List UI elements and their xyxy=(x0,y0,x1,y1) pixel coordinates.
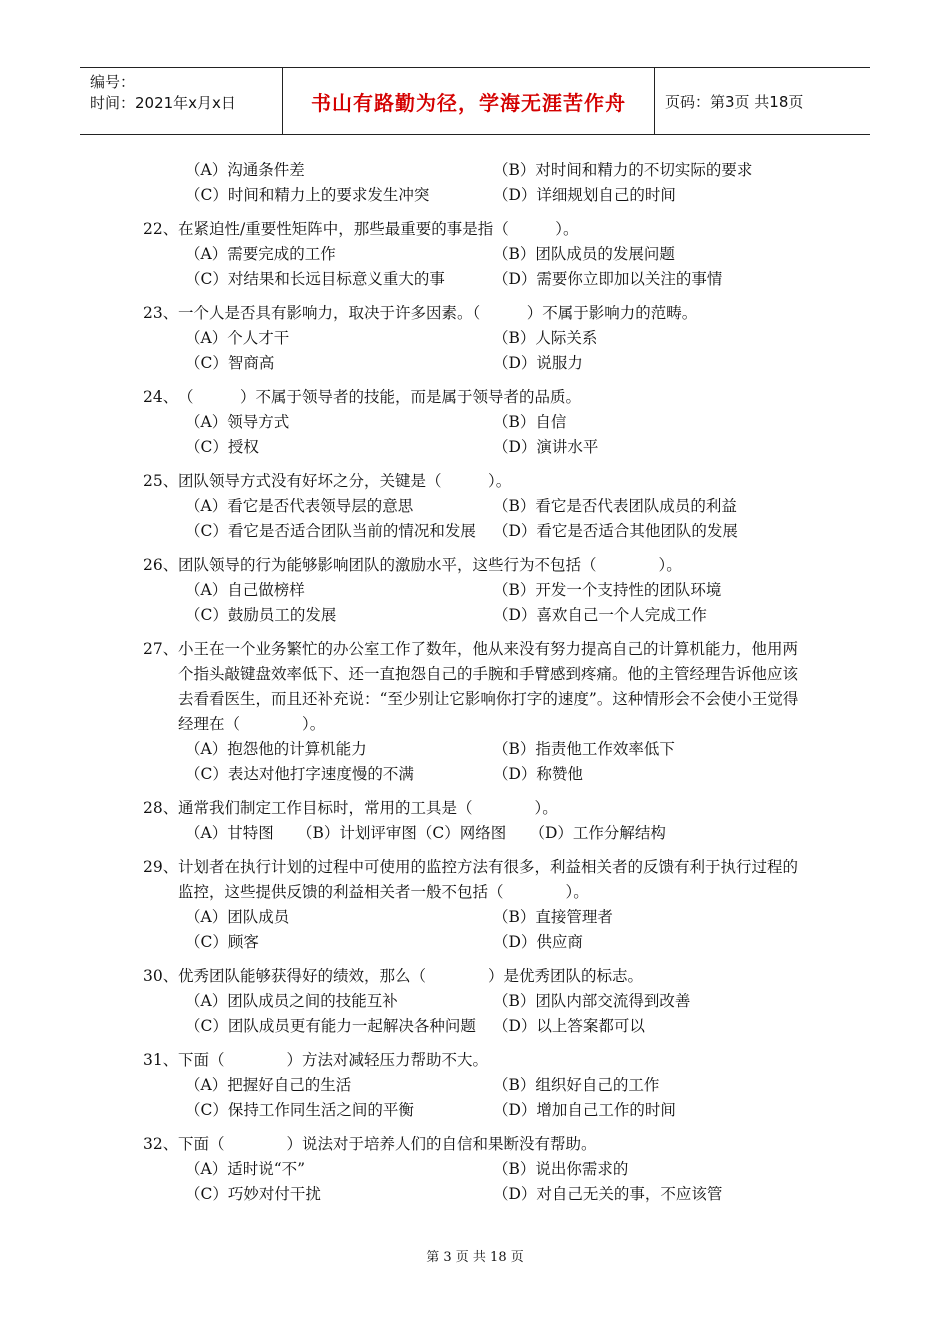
question xyxy=(0,637,950,787)
question-text: 下面（ ）方法对减轻压力帮助不大。 xyxy=(178,1051,489,1069)
option-c: （C）授权 xyxy=(185,438,259,456)
option-a: （A）沟通条件差 xyxy=(185,161,305,179)
question-gap xyxy=(0,1123,950,1132)
option-c: （C）巧妙对付干扰 xyxy=(185,1185,321,1203)
option-row xyxy=(0,1098,950,1123)
option-row xyxy=(0,1182,950,1207)
question-number: 26、 xyxy=(143,556,179,574)
question-stem xyxy=(0,964,808,989)
option-b: （B）人际关系 xyxy=(493,329,598,347)
question xyxy=(0,855,950,955)
lead-options xyxy=(0,158,950,208)
question-stem xyxy=(0,469,808,494)
header-info xyxy=(80,68,282,134)
option-b: （B）开发一个支持性的团队环境 xyxy=(493,581,722,599)
question-gap xyxy=(0,544,950,553)
question-number: 22、 xyxy=(143,220,179,238)
option-d: （D）称赞他 xyxy=(493,765,583,783)
question-number: 23、 xyxy=(143,304,179,322)
question-number: 24、 xyxy=(143,388,179,406)
question xyxy=(0,553,950,628)
header-page-cell xyxy=(655,68,870,134)
option-row xyxy=(0,1014,950,1039)
option-row xyxy=(0,603,950,628)
option-row xyxy=(0,351,950,376)
question-number: 31、 xyxy=(143,1051,179,1069)
question-stem xyxy=(0,1132,808,1157)
option-row xyxy=(0,762,950,787)
option-c: （C）看它是否适合团队当前的情况和发展 xyxy=(185,522,476,540)
question xyxy=(0,301,950,376)
page-footer: 第 3 页 共 18 页 xyxy=(426,1250,524,1265)
time-label: 时间：2021年x月x日 xyxy=(90,94,236,112)
question-stem xyxy=(0,217,808,242)
option-c: （C）智商高 xyxy=(185,354,275,372)
question-gap xyxy=(0,628,950,637)
option-b: （B）直接管理者 xyxy=(493,908,613,926)
code-label: 编号： xyxy=(90,73,136,91)
option-a: （A）抱怨他的计算机能力 xyxy=(185,740,367,758)
option-b: （B）说出你需求的 xyxy=(493,1160,629,1178)
option-d: （D）说服力 xyxy=(493,354,583,372)
option-row xyxy=(0,519,950,544)
option-row xyxy=(0,435,950,460)
option-d: （D）详细规划自己的时间 xyxy=(493,186,676,204)
option-d: （D）以上答案都可以 xyxy=(493,1017,645,1035)
option-b: （B）对时间和精力的不切实际的要求 xyxy=(493,161,753,179)
option-row xyxy=(0,267,950,292)
option-row xyxy=(0,1073,950,1098)
header-motto-cell xyxy=(282,68,655,134)
option-row xyxy=(0,1157,950,1182)
question-number: 27、 xyxy=(143,640,179,658)
question-number: 28、 xyxy=(143,799,179,817)
option-b: （B）自信 xyxy=(493,413,567,431)
option-line: （A）甘特图 （B）计划评审图（C）网络图 （D）工作分解结构 xyxy=(185,824,666,842)
question-text: 下面（ ）说法对于培养人们的自信和果断没有帮助。 xyxy=(178,1135,597,1153)
question-text: 团队领导的行为能够影响团队的激励水平，这些行为不包括（ ）。 xyxy=(178,556,682,574)
question-gap xyxy=(0,1039,950,1048)
question-text: 在紧迫性/重要性矩阵中，那些最重要的事是指（ ）。 xyxy=(178,220,579,238)
question-number: 29、 xyxy=(143,858,179,876)
option-d: （D）喜欢自己一个人完成工作 xyxy=(493,606,707,624)
question-number: 32、 xyxy=(143,1135,179,1153)
option-b: （B）组织好自己的工作 xyxy=(493,1076,660,1094)
question-stem xyxy=(0,796,808,821)
question-text: 优秀团队能够获得好的绩效，那么（ ）是优秀团队的标志。 xyxy=(178,967,644,985)
option-c: （C）表达对他打字速度慢的不满 xyxy=(185,765,414,783)
question-number: 30、 xyxy=(143,967,179,985)
question-text: 团队领导方式没有好坏之分，关键是（ ）。 xyxy=(178,472,512,490)
option-d: （D）需要你立即加以关注的事情 xyxy=(493,270,723,288)
option-row xyxy=(0,242,950,267)
option-b: （B）指责他工作效率低下 xyxy=(493,740,675,758)
question-text: 小王在一个业务繁忙的办公室工作了数年，他从来没有努力提高自己的计算机能力，他用两个指头敲键盘效率低下、还一直抱怨自己的手腕和手臂感到疼痛。他的主管经理告诉他应该去看看医生，而且还补充说：“至少别让它影响你打字的速度”。这种情形会不会使小王觉得经理在（ ）。 xyxy=(178,640,799,733)
option-d: （D）对自己无关的事，不应该管 xyxy=(493,1185,723,1203)
option-a: （A）领导方式 xyxy=(185,413,290,431)
option-d: （D）供应商 xyxy=(493,933,583,951)
option-a: （A）适时说“不” xyxy=(185,1160,306,1178)
option-b: （B）看它是否代表团队成员的利益 xyxy=(493,497,737,515)
question-gap xyxy=(0,376,950,385)
question-list xyxy=(0,158,950,1207)
question-text: 计划者在执行计划的过程中可使用的监控方法有很多，利益相关者的反馈有利于执行过程的监控，这些提供反馈的利益相关者一般不包括（ ）。 xyxy=(178,858,799,901)
question-gap xyxy=(0,955,950,964)
option-b: （B）团队成员的发展问题 xyxy=(493,245,675,263)
option-a: （A）看它是否代表领导层的意思 xyxy=(185,497,414,515)
option-c: （C）团队成员更有能力一起解决各种问题 xyxy=(185,1017,476,1035)
option-row xyxy=(0,158,950,183)
option-row xyxy=(0,905,950,930)
question-stem xyxy=(0,385,808,410)
option-c: （C）对结果和长远目标意义重大的事 xyxy=(185,270,445,288)
option-c: （C）鼓励员工的发展 xyxy=(185,606,337,624)
option-a: （A）团队成员 xyxy=(185,908,290,926)
question xyxy=(0,1048,950,1123)
option-row xyxy=(0,930,950,955)
option-a: （A）把握好自己的生活 xyxy=(185,1076,352,1094)
option-row xyxy=(0,494,950,519)
option-d: （D）看它是否适合其他团队的发展 xyxy=(493,522,738,540)
option-a: （A）个人才干 xyxy=(185,329,290,347)
option-d: （D）增加自己工作的时间 xyxy=(493,1101,676,1119)
question-stem xyxy=(0,553,808,578)
question xyxy=(0,385,950,460)
question-gap xyxy=(0,787,950,796)
question-text: 通常我们制定工作目标时，常用的工具是（ ）。 xyxy=(178,799,558,817)
question xyxy=(0,469,950,544)
question-stem xyxy=(0,1048,808,1073)
question-gap xyxy=(0,208,950,217)
question-stem xyxy=(0,637,808,737)
page-label: 页码：第3页 共18页 xyxy=(665,92,804,111)
question-gap xyxy=(0,846,950,855)
option-a: （A）团队成员之间的技能互补 xyxy=(185,992,398,1010)
motto: 书山有路勤为径，学海无涯苦作舟 xyxy=(311,90,626,115)
question xyxy=(0,217,950,292)
question-gap xyxy=(0,292,950,301)
question xyxy=(0,1132,950,1207)
question-gap xyxy=(0,460,950,469)
question-number: 25、 xyxy=(143,472,179,490)
option-row xyxy=(0,410,950,435)
option-row xyxy=(0,183,950,208)
option-row xyxy=(0,737,950,762)
option-a: （A）需要完成的工作 xyxy=(185,245,336,263)
question xyxy=(0,964,950,1039)
question-stem xyxy=(0,855,808,905)
question-text: 一个人是否具有影响力，取决于许多因素。（ ）不属于影响力的范畴。 xyxy=(178,304,698,322)
option-b: （B）团队内部交流得到改善 xyxy=(493,992,691,1010)
option-row xyxy=(0,326,950,351)
option-c: （C）顾客 xyxy=(185,933,259,951)
question-stem xyxy=(0,301,808,326)
option-row xyxy=(0,989,950,1014)
question xyxy=(0,796,950,846)
option-d: （D）演讲水平 xyxy=(493,438,599,456)
option-a: （A）自己做榜样 xyxy=(185,581,305,599)
question-text: （ ）不属于领导者的技能，而是属于领导者的品质。 xyxy=(178,388,582,406)
option-row xyxy=(0,578,950,603)
option-c: （C）时间和精力上的要求发生冲突 xyxy=(185,186,430,204)
option-c: （C）保持工作同生活之间的平衡 xyxy=(185,1101,414,1119)
page-header xyxy=(80,67,870,135)
